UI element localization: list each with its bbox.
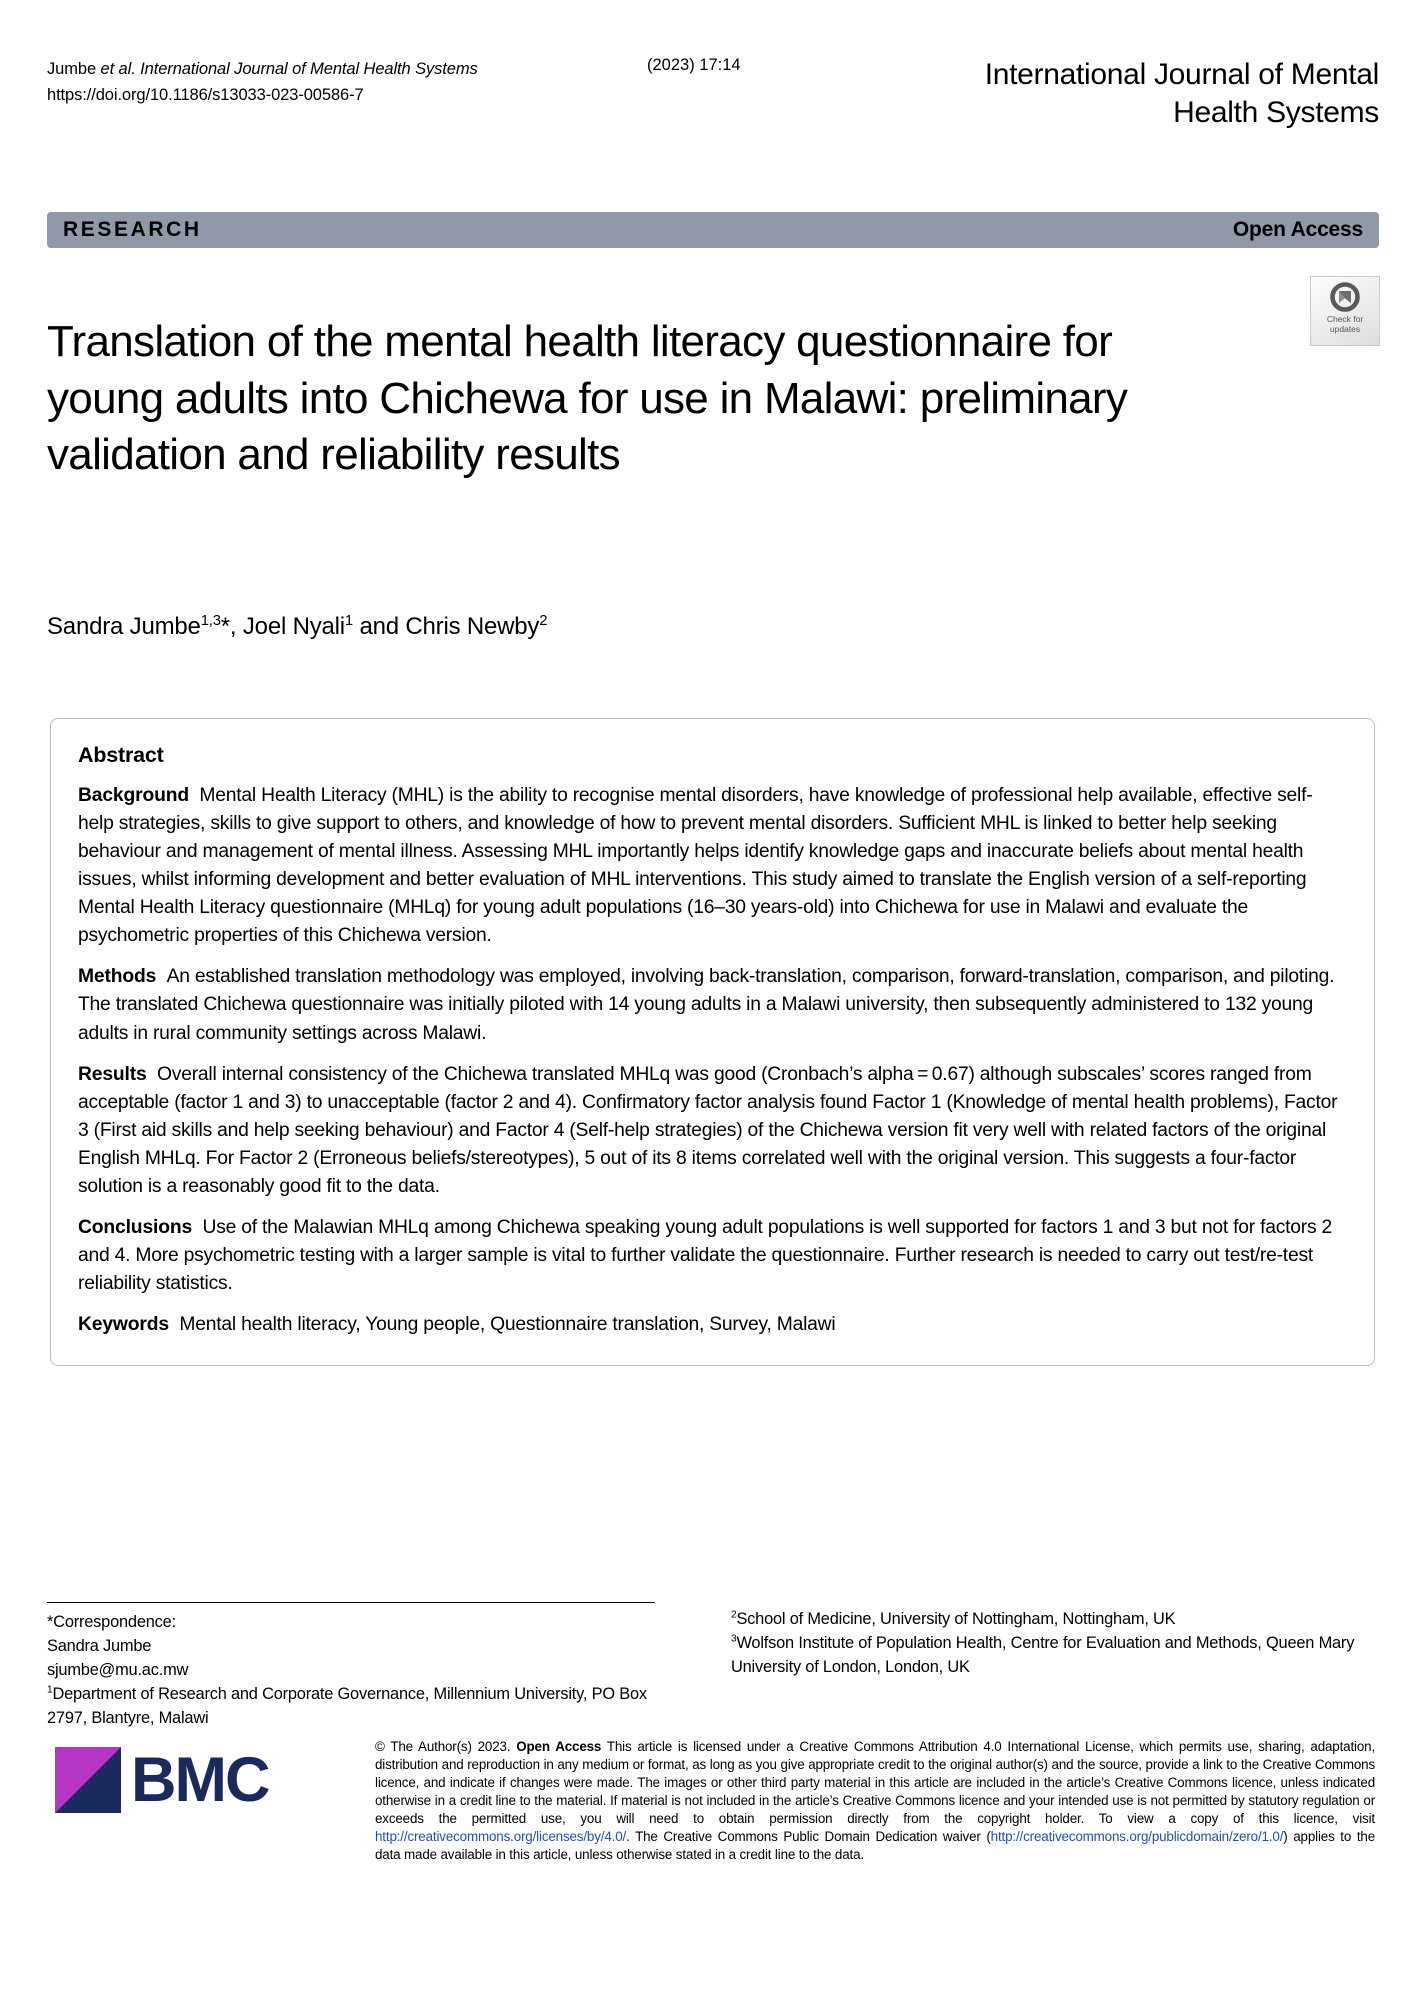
affiliations-block <box>731 1607 1371 1679</box>
page-title: Translation of the mental health literacy questionnaire for young adults into Chichewa for use in Malawi: preliminary validation and reliability results <box>47 317 1128 480</box>
bmc-logo <box>55 1740 345 1820</box>
abstract-box <box>50 718 1375 1366</box>
affiliation-2-marker: 2 <box>731 1609 737 1621</box>
research-open-access-banner <box>47 212 1379 248</box>
citation-prefix: Jumbe <box>47 60 101 78</box>
affiliation-3 <box>731 1631 1371 1679</box>
abstract-section-conclusions <box>78 1214 1347 1298</box>
abstract-sections <box>78 782 1347 1339</box>
footnote-divider <box>47 1602 655 1603</box>
author-list: Sandra Jumbe$^{1,3}$*, Joel Nyali$^1$ and Chris Newby$^2$ <box>47 613 548 640</box>
abstract-section-text: Overall internal consistency of the Chichewa translated MHLq was good (Cronbach’s alpha = 0.67) although subscales’ scores ranged from acceptable (factor 1 and 3) to unacceptable (factor 2 and 4). Confirmatory factor analysis found Factor 1 (Knowledge of mental health problems), Factor 3 (First aid skills and help seeking behaviour) and Factor 4 (Self-help strategies) of the Chichewa version fit very well with related factors of the original English MHLq. For Factor 2 (Erroneous beliefs/stereotypes), 5 out of its 8 items correlated well with the original version. This suggests a four-factor solution is a reasonably good fit to the data. <box>78 1063 1338 1197</box>
running-head-citation <box>47 56 478 82</box>
bmc-wordmark: BMC <box>131 1744 269 1815</box>
journal-name: International Journal of Mental Health Systems <box>984 58 1379 130</box>
bmc-triangle-purple <box>55 1747 121 1813</box>
running-head-volume: (2023) 17:14 <box>647 56 741 74</box>
abstract-section-label: Background <box>78 785 189 806</box>
affiliation-3-marker: 3 <box>731 1633 737 1645</box>
open-access-label: Open Access <box>1232 218 1363 241</box>
licence-body-3: ) applies to the data made available in this article, unless otherwise stated in a credit line to the data. <box>375 1829 1375 1863</box>
abstract-section-text: An established translation methodology was employed, involving back-translation, comparison, forward-translation, comparison, and piloting. The translated Chichewa questionnaire was initially piloted with 14 young adults in a Malawi university, then subsequently administered to 132 young adults in rural community settings across Malawi. <box>78 966 1335 1044</box>
abstract-section-label: Keywords <box>78 1314 169 1336</box>
correspondence-block <box>47 1610 667 1731</box>
affiliation-3-text: Wolfson Institute of Population Health, Centre for Evaluation and Methods, Queen Mary University of London, London, UK <box>731 1634 1355 1677</box>
abstract-section-methods <box>78 963 1347 1047</box>
licence-text <box>375 1738 1375 1864</box>
check-for-updates-badge[interactable] <box>1310 276 1380 346</box>
affiliation-1 <box>47 1682 667 1730</box>
copyright-prefix: © The Author(s) 2023. <box>375 1739 511 1754</box>
crossmark-label-line2: updates <box>1329 324 1361 335</box>
licence-body-1: This article is licensed under a Creative Commons Attribution 4.0 International License, which permits use, sharing, adaptation, distribution and reproduction in any medium or format, as long as you give appropriate credit to the original author(s) and the source, provide a link to the Creative Commons licence, and indicate if changes were made. The images or other third party material in this article are included in the article’s Creative Commons licence, unless indicated otherwise in a credit line to the material. If material is not included in the article’s Creative Commons licence and your intended use is not permitted by statutory regulation or exceeds the permitted use, you will need to obtain permission directly from the copyright holder. To view a copy of this licence, visit <box>375 1739 1376 1827</box>
affiliation-1-text: Department of Research and Corporate Governance, Millennium University, PO Box 2797, Blantyre, Malawi <box>47 1685 647 1728</box>
abstract-section-background <box>78 782 1347 950</box>
abstract-section-text: Mental health literacy, Young people, Questionnaire translation, Survey, Malawi <box>179 1314 836 1336</box>
correspondence-email[interactable]: sjumbe@mu.ac.mw <box>47 1661 189 1680</box>
affiliation-2 <box>731 1607 1371 1631</box>
abstract-section-label: Conclusions <box>78 1216 193 1238</box>
research-label: RESEARCH <box>63 218 202 241</box>
licence-body-2: . The Creative Commons Public Domain Dedication waiver ( <box>626 1829 991 1845</box>
licence-link-zero10[interactable]: http://creativecommons.org/publicdomain/zero/1.0/ <box>990 1829 1284 1845</box>
abstract-heading: Abstract <box>78 743 164 767</box>
licence-open-access-label: Open Access <box>516 1739 602 1754</box>
citation-journal-italic: et al. International Journal of Mental Health Systems <box>100 60 478 78</box>
running-head-citation-block <box>47 56 741 109</box>
abstract-section-keywords <box>78 1311 1347 1339</box>
correspondence-name: Sandra Jumbe <box>47 1637 152 1656</box>
abstract-section-results <box>78 1061 1347 1201</box>
running-head <box>47 56 1379 133</box>
abstract-section-label: Results <box>78 1063 147 1085</box>
crossmark-icon <box>1330 282 1360 312</box>
correspondence-label: *Correspondence: <box>47 1613 176 1631</box>
abstract-section-text: Use of the Malawian MHLq among Chichewa speaking young adult populations is well supported for factors 1 and 3 but not for factors 2 and 4. More psychometric testing with a larger sample is vital to further validate the questionnaire. Further research is needed to carry out test/re-test reliability statistics. <box>78 1216 1333 1294</box>
abstract-section-text: Mental Health Literacy (MHL) is the ability to recognise mental disorders, have knowledge of professional help available, effective self-help strategies, skills to give support to others, and knowledge of how to prevent mental disorders. Sufficient MHL is linked to better help seeking behaviour and management of mental illness. Assessing MHL importantly helps identify knowledge gaps and inaccurate beliefs about mental health issues, whilst informing development and better evaluation of MHL interventions. This study aimed to translate the English version of a self-reporting Mental Health Literacy questionnaire (MHLq) for young adult populations (16–30 years-old) into Chichewa for use in Malawi and evaluate the psychometric properties of this Chichewa version. <box>78 785 1313 947</box>
affiliation-2-text: School of Medicine, University of Nottingham, Nottingham, UK <box>736 1610 1176 1628</box>
affiliation-1-marker: 1 <box>47 1684 53 1696</box>
running-head-doi[interactable]: https://doi.org/10.1186/s13033-023-00586-7 <box>47 86 364 105</box>
licence-link-by40[interactable]: http://creativecommons.org/licenses/by/4.0/ <box>375 1829 627 1845</box>
abstract-section-label: Methods <box>78 966 157 988</box>
crossmark-label-line1: Check for <box>1326 314 1364 324</box>
bmc-mark-icon <box>55 1747 121 1813</box>
